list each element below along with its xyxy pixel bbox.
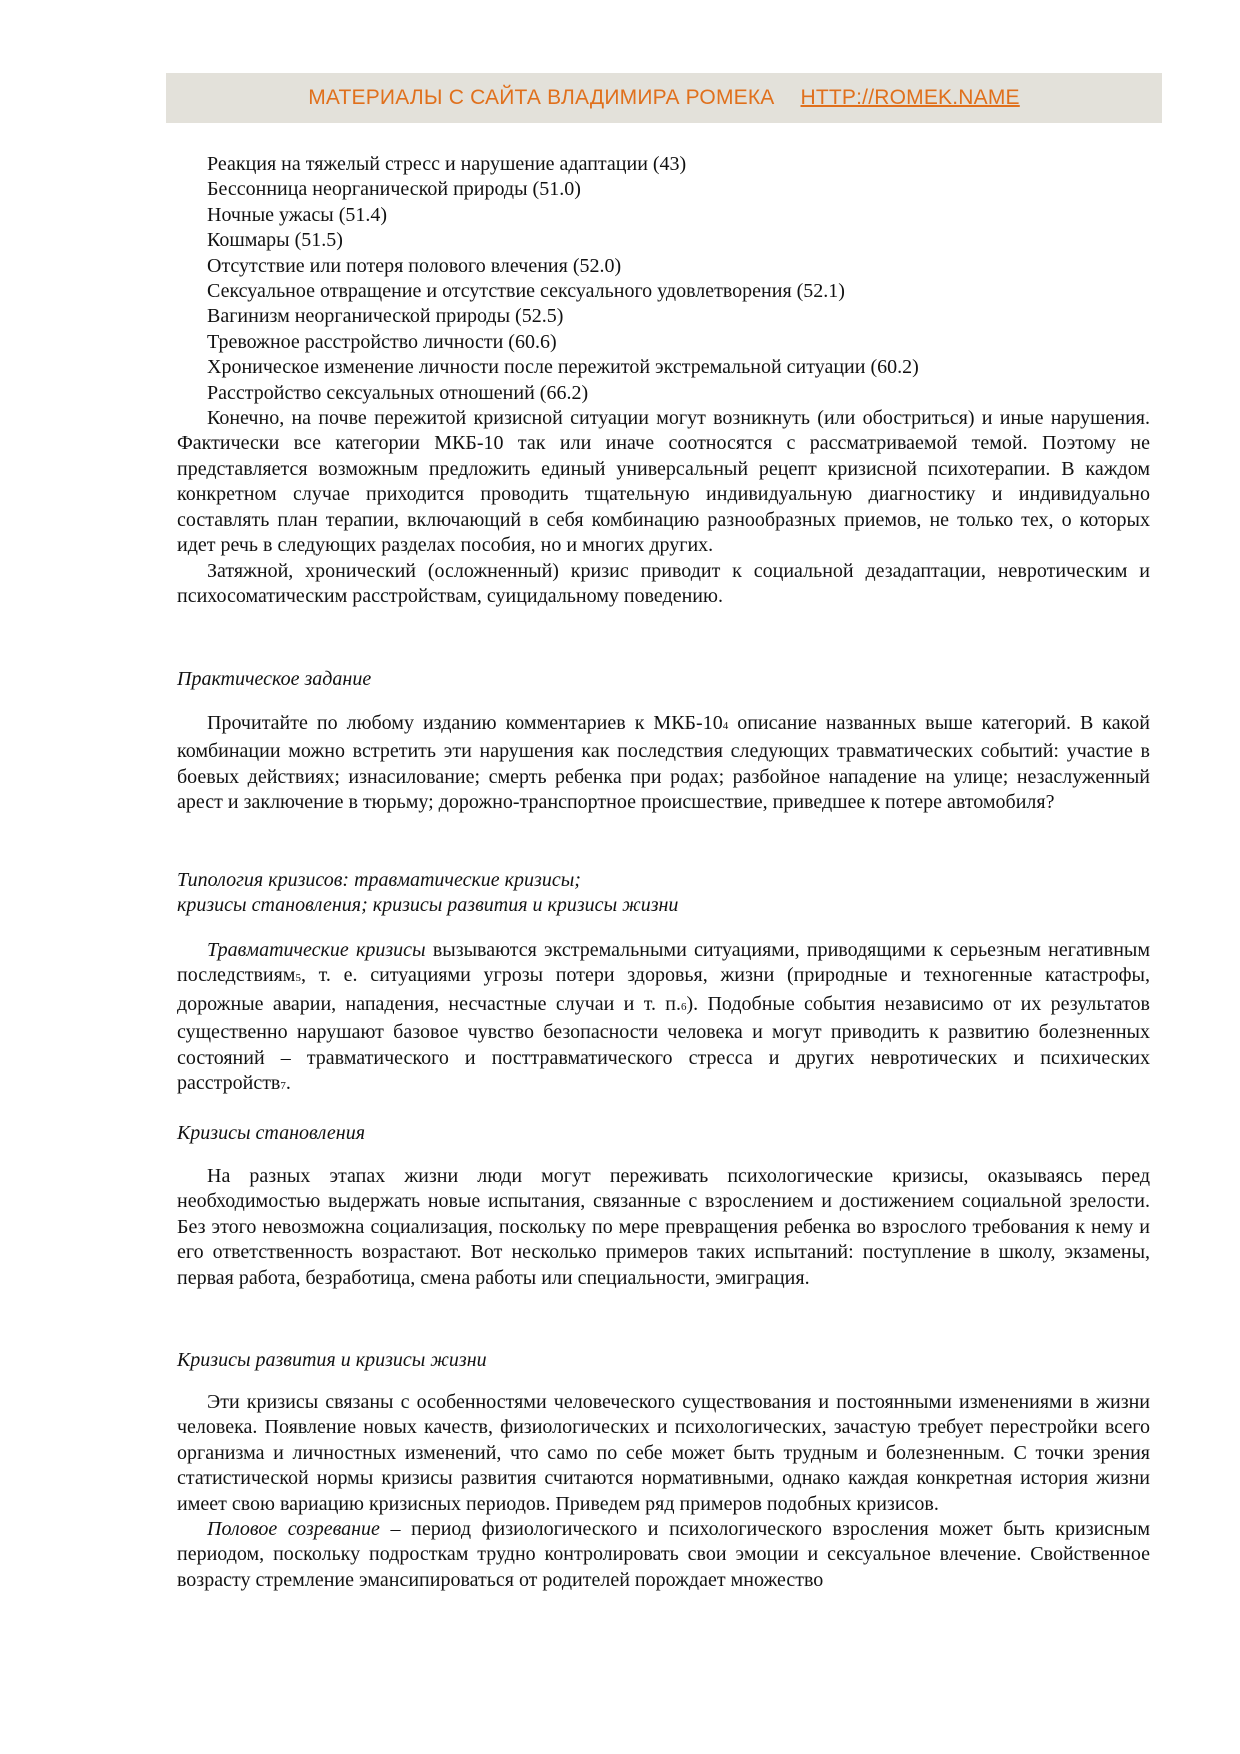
paragraph: Затяжной, хронический (осложненный) кризис приводит к социальной дезадаптации, невротическим и психосоматическим расстройствам, суицидальному поведению. [177,559,1150,607]
section-heading: Типология кризисов: травматические кризисы; [177,869,581,891]
paragraph: Прочитайте по любому изданию комментариев к МКБ-104 описание названных выше категорий. В какой комбинации можно встретить эти нарушения как последствия следующих травматических событий: участие в боевых действиях; изнасилование; смерть ребенка при родах; разбойное нападение на улице; незаслуженный арест и заключение в тюрьму; дорожно-транспортное происшествие, приведшее к потере автомобиля? [177,712,1150,814]
list-item: Бессонница неорганической природы (51.0) [207,178,581,201]
list-item: Ночные ужасы (51.4) [207,203,388,226]
footnote-ref[interactable]: 4 [722,720,729,732]
list-item: Отсутствие или потеря полового влечения (52.0) [207,254,622,277]
footnote-ref[interactable]: 6 [681,1000,687,1013]
section-heading: Кризисы становления [177,1122,365,1144]
site-link[interactable]: HTTP://ROMEK.NAME [800,86,1020,109]
section-heading: кризисы становления; кризисы развития и кризисы жизни [177,894,679,917]
list-item: Тревожное расстройство личности (60.6) [207,330,557,353]
site-label: МАТЕРИАЛЫ С САЙТА ВЛАДИМИРА РОМЕКА [308,86,775,109]
footnote-ref[interactable]: 5 [295,972,301,985]
section-heading: Кризисы развития и кризисы жизни [177,1349,487,1371]
list-item: Хроническое изменение личности после пережитой экстремальной ситуации (60.2) [207,356,919,379]
paragraph: Травматические кризисы вызываются экстремальными ситуациями, приводящими к серьезным негативным последствиям5, т. е. ситуациями угрозы потери здоровья, жизни (природные и техногенные катастрофы, дорожные аварии, нападения, несчастные случаи и т. п.6). Подобные события независимо от их результатов существенно нарушают базовое чувство безопасности человека и могут приводить к развитию болезненных состояний – травматического и посттравматического стресса и других невротических и психических расстройств7. [177,939,1151,1095]
paragraph: На разных этапах жизни люди могут переживать психологические кризисы, оказываясь перед необходимостью выдержать новые испытания, связанные с взрослением и достижением социальной зрелости. Без этого невозможна социализация, поскольку по мере превращения ребенка во взрослого требования к нему и его ответственность возрастают. Вот несколько примеров таких испытаний: поступление в школу, экзамены, первая работа, безработица, смена работы или специальности, эмиграция. [177,1165,1150,1289]
list-item: Кошмары (51.5) [207,229,343,252]
diagnosis-list [177,152,1150,609]
list-item: Реакция на тяжелый стресс и нарушение адаптации (43) [207,153,687,175]
paragraph: Эти кризисы связаны с особенностями человеческого существования и постоянными изменениями в жизни человека. Появление новых качеств, физиологических и психологических, зачастую требует перестройки всего организма и личностных изменений, что само по себе может быть трудным и болезненным. С точки зрения статистической нормы кризисы развития считаются нормативными, однако каждая конкретная история жизни имеет свою вариацию кризисных периодов. Приведем ряд примеров подобных кризисов. [177,1391,1150,1515]
site-header-banner [166,73,1162,123]
paragraph: Конечно, на почве пережитой кризисной ситуации могут возникнуть (или обостриться) и иные нарушения. Фактически все категории МКБ-10 так или иначе соотносятся с рассматриваемой темой. Поэтому не представляется возможным предложить единый универсальный рецепт кризисной психотерапии. В каждом конкретном случае приходится проводить тщательную индивидуальную диагностику и индивидуально составлять план терапии, включающий в себя комбинацию разнообразных приемов, не только тех, о которых идет речь в следующих разделах пособия, но и многих других. [177,407,1150,557]
list-item: Вагинизм неорганической природы (52.5) [207,305,564,328]
list-item: Сексуальное отвращение и отсутствие сексуального удовлетворения (52.1) [207,280,845,303]
list-item: Расстройство сексуальных отношений (66.2) [207,381,589,404]
footnote-ref[interactable]: 7 [280,1080,286,1093]
section-heading: Практическое задание [177,668,372,690]
paragraph: Половое созревание – период физиологического и психологического взросления может быть кризисным периодом, поскольку подросткам трудно контролировать свои эмоции и сексуальное влечение. Свойственное возрасту стремление эмансипироваться от родителей порождает множество [177,1518,1150,1591]
